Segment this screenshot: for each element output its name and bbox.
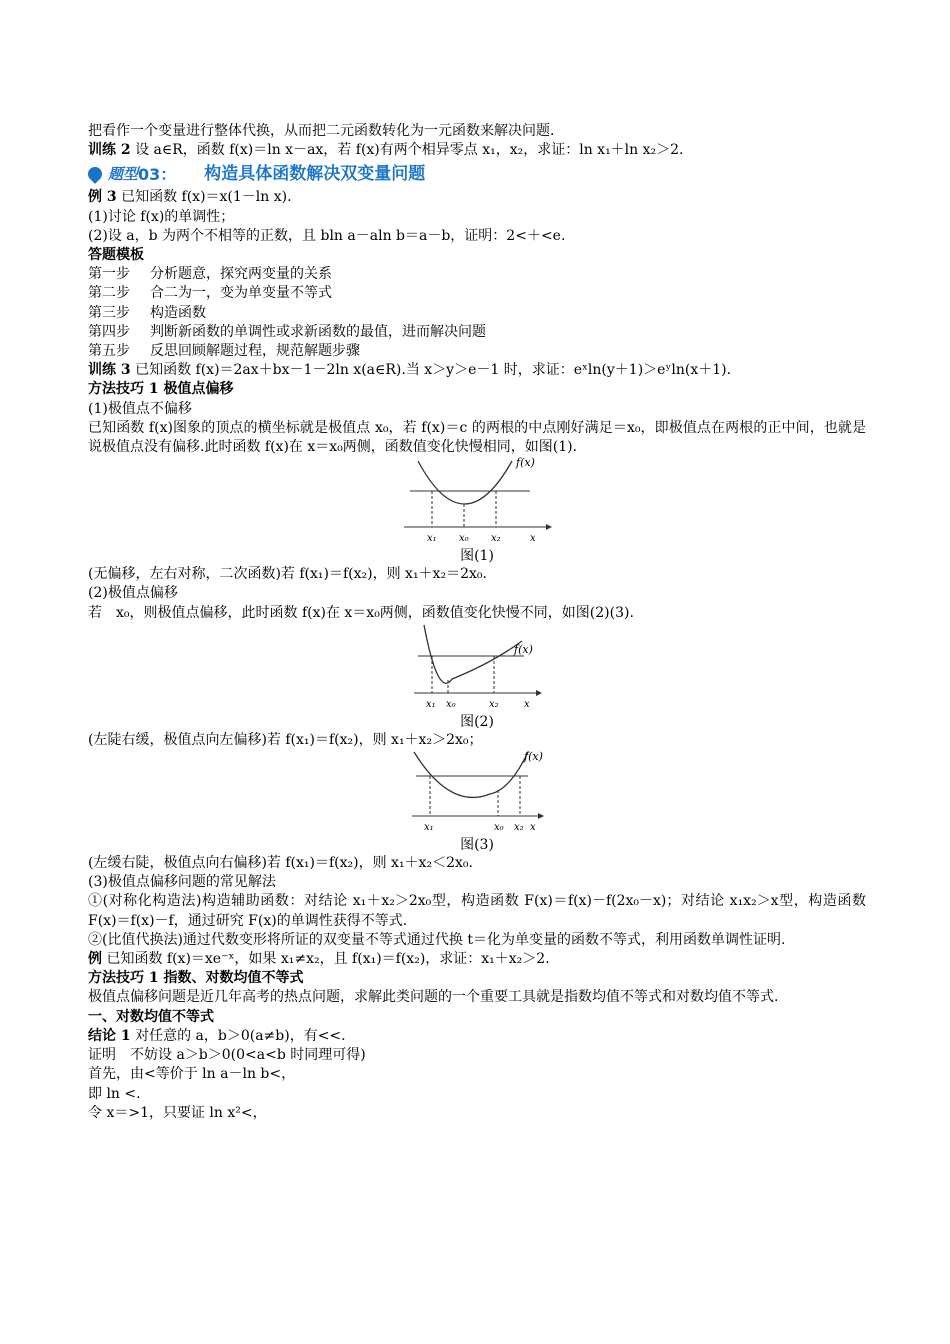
conclusion-text: 对任意的 a，b＞0(a≠b)，有<<. (135, 1027, 346, 1044)
figure-caption: 图(3) (460, 837, 494, 854)
example-3-part-1: (1)讨论 f(x)的单调性； (88, 208, 235, 225)
tick-label: x (524, 698, 530, 710)
paragraph: (左陡右缓，极值点向左偏移)若 f(x₁)＝f(x₂)，则 x₁＋x₂＞2x₀； (88, 731, 483, 748)
tick-label: x₂ (491, 533, 501, 545)
paragraph: (左缓右陡，极值点向右偏移)若 f(x₁)＝f(x₂)，则 x₁＋x₂＜2x₀. (88, 855, 473, 872)
example-3 (88, 188, 866, 207)
training-text: 设 a∈R，函数 f(x)＝ln x－ax，若 f(x)有两个相异零点 x₁，x₂，求证：ln x₁＋ln x₂＞2. (135, 142, 684, 159)
training-2 (88, 141, 866, 160)
section-header (88, 161, 866, 187)
paragraph: ①(对称化构造法)构造辅助函数：对结论 x₁＋x₂＞2x₀型，构造函数 F(x)＝f(x)－f(2x₀－x)；对结论 x₁x₂＞x型，构造函数 F(x)＝f(x)－f，通过研究 F(x)的单调性获得不等式. (88, 893, 866, 929)
paragraph: 把看作一个变量进行整体代换，从而把二元函数转化为一元函数来解决问题. (88, 123, 555, 139)
tick-label: x₀ (494, 822, 504, 834)
paragraph: (无偏移，左右对称，二次函数)若 f(x₁)＝f(x₂)，则 x₁＋x₂＝2x₀. (88, 566, 487, 583)
training-label: 训练 2 (88, 142, 131, 159)
subheading: 一、对数均值不等式 (88, 1008, 214, 1025)
figure-2 (88, 623, 866, 731)
graph-left-steep (412, 623, 542, 713)
graph-no-offset (402, 457, 552, 547)
section-tag (88, 165, 176, 184)
section-tag-label: 题型 (108, 164, 139, 183)
curve-label: f(x) (524, 750, 543, 764)
step-row: 第四步 判断新函数的单调性或求新函数的最值，进而解决问题 (88, 323, 486, 340)
training-label: 训练 3 (88, 362, 131, 379)
conclusion-1 (88, 1027, 866, 1046)
tick-label: x (530, 822, 536, 834)
paragraph: 已知函数 f(x)图象的顶点的横坐标就是极值点 x₀，若 f(x)＝c 的两根的中点刚好满足＝x₀，即极值点在两根的正中间，也就是说极值点没有偏移.此时函数 f(x)在 x＝x₀两侧，函数值变化快慢相同，如图(1). (88, 419, 866, 456)
template-title: 答题模板 (88, 247, 144, 264)
method-title: 方法技巧 1 指数、对数均值不等式 (88, 970, 304, 987)
curve-label: f(x) (514, 642, 533, 656)
figure-caption: 图(1) (460, 548, 494, 565)
arrow-icon (546, 524, 552, 530)
training-3 (88, 361, 866, 380)
example-text: 已知函数 f(x)＝x(1－ln x). (121, 189, 292, 206)
example (88, 950, 866, 969)
figure-caption: 图(2) (460, 713, 494, 730)
document-page (88, 122, 866, 1123)
graph-right-steep (410, 750, 544, 836)
subheading: (1)极值点不偏移 (88, 400, 192, 417)
section-title: 构造具体函数解决双变量问题 (204, 163, 426, 184)
section-number: 03： (138, 164, 177, 184)
figure-3 (88, 750, 866, 854)
proof-line: 即 ln <. (88, 1085, 141, 1102)
tick-label: x₁ (424, 822, 434, 834)
subheading: (3)极值点偏移问题的常见解法 (88, 874, 276, 891)
pin-icon (85, 164, 105, 184)
step-row: 第一步 分析题意，探究两变量的关系 (88, 266, 332, 283)
curve-label: f(x) (516, 457, 535, 470)
tick-label: x₂ (489, 698, 499, 710)
figure-1 (88, 457, 866, 565)
proof-line: 令 x＝>1，只要证 ln x²<， (88, 1104, 267, 1121)
tick-label: x (530, 533, 536, 545)
subheading: (2)极值点偏移 (88, 585, 178, 602)
tick-label: x₁ (426, 698, 436, 710)
proof-line: 首先，由<等价于 ln a－ln b<， (88, 1066, 296, 1083)
tick-label: x₁ (427, 533, 437, 545)
arrow-icon (536, 690, 542, 696)
example-label: 例 (88, 951, 102, 968)
paragraph: 若 x₀，则极值点偏移，此时函数 f(x)在 x＝x₀两侧，函数值变化快慢不同，如图(2)(3). (88, 604, 634, 621)
step-row: 第二步 合二为一，变为单变量不等式 (88, 285, 332, 302)
method-title: 方法技巧 1 极值点偏移 (88, 381, 234, 398)
tick-label: x₀ (446, 698, 456, 710)
paragraph: 极值点偏移问题是近几年高考的热点问题，求解此类问题的一个重要工具就是指数均值不等式和对数均值不等式. (88, 989, 779, 1006)
example-label: 例 3 (88, 189, 117, 206)
example-3-part-2: (2)设 a，b 为两个不相等的正数，且 bln a－aln b＝a－b，证明：2<＋<e. (88, 227, 566, 244)
curve (414, 752, 528, 797)
example-text: 已知函数 f(x)＝xe⁻ˣ，如果 x₁≠x₂，且 f(x₁)＝f(x₂)，求证：x₁＋x₂＞2. (106, 951, 550, 968)
training-text: 已知函数 f(x)＝2ax＋bx－1－2ln x(a∈R).当 x＞y＞e－1 时，求证：eˣln(y＋1)＞eʸln(x＋1). (135, 362, 732, 379)
tick-label: x₀ (459, 533, 469, 545)
tick-label: x₂ (514, 822, 524, 834)
proof-line: 证明 不妨设 a＞b＞0(0<a<b 时同理可得) (88, 1047, 366, 1064)
conclusion-label: 结论 1 (88, 1027, 131, 1044)
paragraph: ②(比值代换法)通过代数变形将所证的双变量不等式通过代换 t＝化为单变量的函数不等式，利用函数单调性证明. (88, 931, 786, 948)
arrow-icon (538, 813, 544, 819)
step-row: 第五步 反思回顾解题过程，规范解题步骤 (88, 343, 360, 360)
curve (424, 625, 522, 683)
step-row: 第三步 构造函数 (88, 304, 206, 321)
